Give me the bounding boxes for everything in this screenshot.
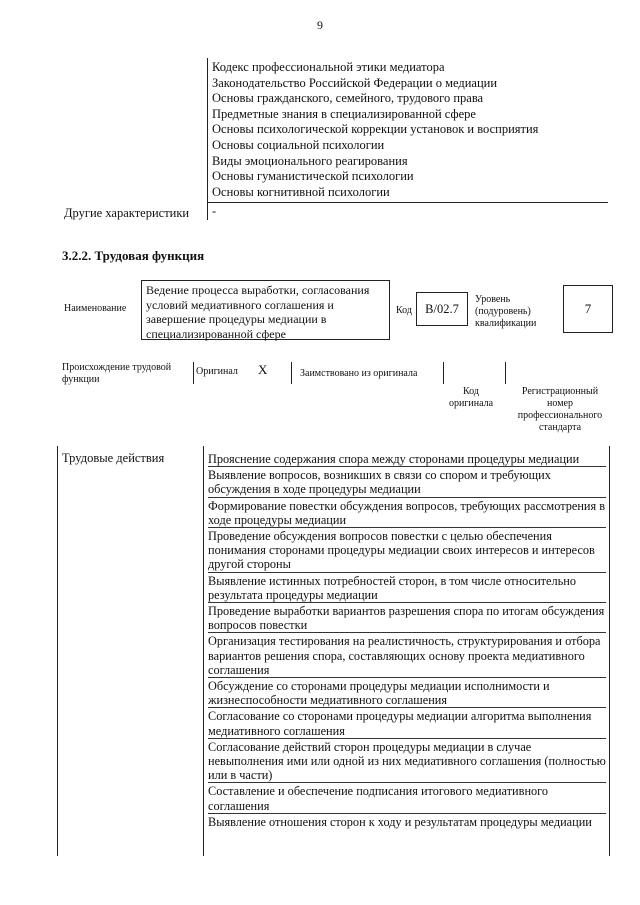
list-item: Виды эмоционального реагирования <box>212 153 408 168</box>
list-item: Выявление вопросов, возникших в связи со спором и требующих обсуждения в ходе процедуры медиации <box>208 466 606 496</box>
borrowed-label: Заимствовано из оригинала <box>300 368 418 379</box>
list-item: Основы когнитивной психологии <box>212 184 390 199</box>
origin-divider <box>505 362 506 384</box>
name-label: Наименование <box>64 303 127 314</box>
list-item: Согласование со сторонами процедуры медиации алгоритма выполнения медиативного соглашения <box>208 707 606 737</box>
table-border <box>57 446 58 856</box>
table-border <box>609 446 610 856</box>
labor-actions-list <box>208 451 606 829</box>
table-divider <box>207 58 208 220</box>
origin-label: Происхождение трудовой функции <box>62 362 172 385</box>
list-item: Выявление отношения сторон к ходу и результатам процедуры медиации <box>208 813 606 829</box>
list-item: Основы психологической коррекции установок и восприятия <box>212 122 539 137</box>
table-divider <box>208 202 608 203</box>
list-item: Прояснение содержания спора между сторонами процедуры медиации <box>208 452 580 466</box>
list-item: Проведение обсуждения вопросов повестки с целью обеспечения понимания сторонами процедуры медиации своих интересов и интересов другой стороны <box>208 527 606 572</box>
code-box: В/02.7 <box>416 292 468 326</box>
list-item: Основы гуманистической психологии <box>212 169 414 184</box>
list-item: Выявление истинных потребностей сторон, в том числе относительно результата процедуры медиации <box>208 572 606 602</box>
table-divider <box>203 446 204 856</box>
level-box: 7 <box>563 285 613 333</box>
list-item: Проведение выработки вариантов разрешения спора по итогам обсуждения вопросов повестки <box>208 604 605 633</box>
original-label: Оригинал <box>196 366 238 377</box>
list-item: Основы социальной психологии <box>212 137 385 152</box>
list-item: Организация тестирования на реалистичность, структурирования и отбора вариантов решения спора, составляющих основу проекта медиативного соглашения <box>208 632 606 677</box>
origin-divider <box>443 362 444 384</box>
page-number: 9 <box>317 18 323 32</box>
list-item: Согласование действий сторон процедуры медиации в случае невыполнения ими или одной из них медиативного соглашения (полностью или в части) <box>208 739 606 783</box>
list-item: Законодательство Российской Федерации о медиации <box>212 75 498 90</box>
list-item: Обсуждение со сторонами процедуры медиации исполнимости и жизнеспособности медиативного соглашения <box>208 677 606 707</box>
code-label: Код <box>396 305 412 316</box>
level-label: Уровень (подуровень) квалификации <box>475 294 537 329</box>
list-item: Основы гражданского, семейного, трудового права <box>212 91 484 106</box>
list-item: Формирование повестки обсуждения вопросов, требующих рассмотрения в ходе процедуры медиации <box>208 498 606 527</box>
origin-divider <box>291 362 292 384</box>
labor-actions-label: Трудовые действия <box>62 451 165 465</box>
knowledge-list <box>212 60 612 200</box>
section-heading: 3.2.2. Трудовая функция <box>62 248 205 263</box>
list-item: Кодекс профессиональной этики медиатора <box>212 60 445 74</box>
original-mark: X <box>258 362 268 377</box>
origin-divider <box>193 362 194 384</box>
other-characteristics-value: - <box>212 204 217 218</box>
registration-number-label: Регистрационный номер профессионального стандарта <box>517 386 603 433</box>
list-item: Составление и обеспечение подписания итогового медиативного соглашения <box>208 782 606 812</box>
list-item: Предметные знания в специализированной сфере <box>212 106 476 121</box>
function-name-box: Ведение процесса выработки, согласования условий медиативного соглашения и завершение процедуры медиации в специализированной сфере <box>141 280 390 340</box>
code-original-label: Код оригинала <box>448 386 494 409</box>
other-characteristics-label: Другие характеристики <box>64 206 190 220</box>
